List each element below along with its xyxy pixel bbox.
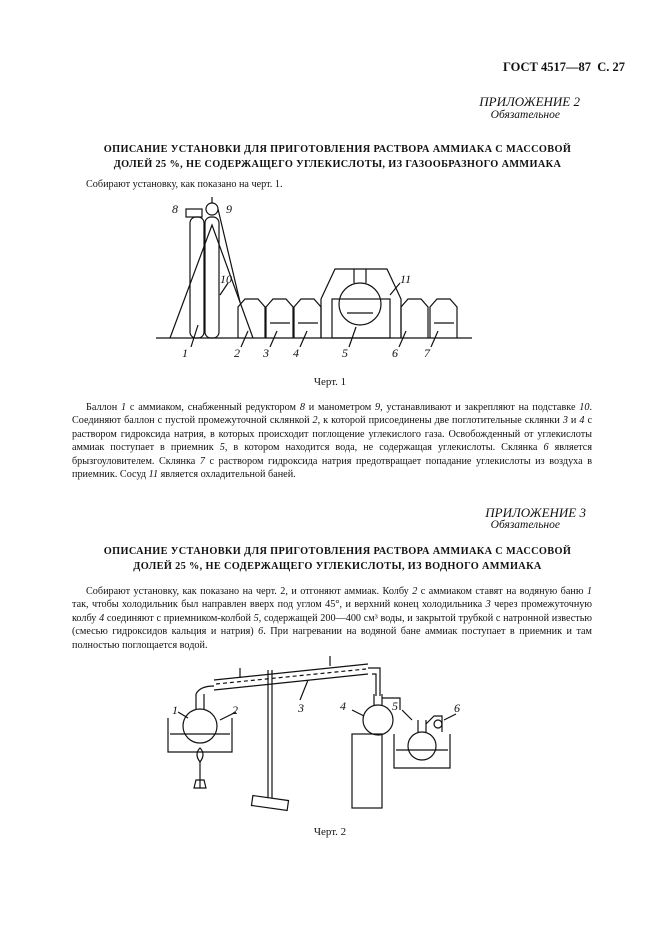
fig1-label-9: 9 bbox=[226, 202, 232, 216]
ref-number: 9 bbox=[375, 402, 381, 413]
appendix2-title: ПРИЛОЖЕНИЕ 2 bbox=[479, 94, 580, 109]
fig1-label-8: 8 bbox=[172, 202, 178, 216]
ref-number: 5 bbox=[219, 442, 225, 454]
appendix3-status: Обязательное bbox=[490, 519, 560, 531]
fig1-label-1: 1 bbox=[182, 346, 188, 360]
ref-number: 2 bbox=[412, 586, 418, 597]
page-header bbox=[440, 60, 625, 75]
appendix2-body bbox=[72, 401, 592, 481]
appendix3-title: ПРИЛОЖЕНИЕ 3 bbox=[485, 505, 586, 520]
appendix2-heading-line1: ОПИСАНИЕ УСТАНОВКИ ДЛЯ ПРИГОТОВЛЕНИЯ РАСТВОРА АММИАКА С МАССОВОЙ bbox=[103, 144, 572, 155]
ref-number: 6 bbox=[543, 442, 549, 454]
ref-number: 3 bbox=[562, 415, 568, 427]
ref-number: 10 bbox=[579, 402, 590, 413]
appendix2-heading-line2: ДОЛЕЙ 25 %, НЕ СОДЕРЖАЩЕГО УГЛЕКИСЛОТЫ, ИЗ ГАЗООБРАЗНОГО АММИАКА bbox=[113, 159, 562, 170]
fig1-label-6: 6 bbox=[392, 346, 398, 360]
fig1-label-11: 11 bbox=[400, 272, 412, 286]
ref-number: 1 bbox=[120, 402, 127, 413]
ref-number: 1 bbox=[586, 586, 592, 597]
appendix2-body-text: Баллон 1 с аммиаком, снабженный редуктором 8 и манометром 9, устанавливают и закрепляют на подставке 10. Соединяют баллон с пустой промежуточной склянкой 2, к которой присоединены две поглотительные склянки 3 и 4 с раствором гидроксида натрия, в которых происходит поглощение углекислого газа. Освобожденный от углекислоты аммиак поступает в приемник 5, в котором находится вода, не содержащая углекислоты. Склянка 6 является брызгоуловителем. Склянка 7 с раствором гидроксида натрия предотвращает попадание углекислоты из воздуха в приемник. Сосуд 11 является охладительной баней. bbox=[72, 402, 593, 481]
appendix2-intro bbox=[72, 178, 592, 191]
appendix3-heading bbox=[60, 544, 615, 574]
fig2-label-6: 6 bbox=[454, 701, 460, 715]
fig2-label-1: 1 bbox=[172, 703, 178, 717]
ref-number: 3 bbox=[485, 599, 491, 611]
standard-number: ГОСТ 4517—87 bbox=[502, 60, 591, 74]
appendix2-intro-text: Собирают установку, как показано на черт. 1. bbox=[86, 179, 283, 190]
page-number: С. 27 bbox=[597, 60, 625, 74]
ref-number: 4 bbox=[99, 612, 105, 624]
appendix3-body-text: Собирают установку, как показано на черт. 2, и отгоняют аммиак. Колбу 2 с аммиаком ставят на водяную баню 1 так, чтобы холодильник был направлен вверх под углом 45°, и верхний конец холодильника 3 через промежуточную колбу 4 соединяют с приемником-колбой 5, содержащей 200—400 см³ воды, и закрытой трубкой с натронной известью (смесью гидроксидов кальция и натрия) 6. При нагревании на водяной бане аммиак поступает в приемник и там полностью поглощается водой. bbox=[72, 586, 592, 651]
ref-number: 5 bbox=[253, 612, 259, 624]
fig1-label-10: 10 bbox=[220, 272, 232, 286]
fig1-label-3: 3 bbox=[263, 346, 269, 360]
fig2-label-3: 3 bbox=[298, 701, 304, 715]
fig1-label-2: 2 bbox=[234, 346, 240, 360]
fig1-label-7: 7 bbox=[424, 346, 430, 360]
ref-number: 8 bbox=[299, 402, 305, 413]
ref-number: 4 bbox=[579, 415, 585, 427]
fig2-label-5: 5 bbox=[392, 699, 398, 713]
figure-1 bbox=[150, 195, 480, 365]
appendix3-body bbox=[72, 585, 592, 652]
appendix3-heading-line1: ОПИСАНИЕ УСТАНОВКИ ДЛЯ ПРИГОТОВЛЕНИЯ РАСТВОРА АММИАКА С МАССОВОЙ bbox=[103, 546, 572, 557]
ref-number: 11 bbox=[148, 469, 159, 481]
appendix3-heading-line2: ДОЛЕЙ 25 %, НЕ СОДЕРЖАЩЕГО УГЛЕКИСЛОТЫ, ИЗ ВОДНОГО АММИАКА bbox=[133, 561, 542, 572]
fig2-label-4: 4 bbox=[340, 699, 346, 713]
appendix2-heading bbox=[60, 142, 615, 172]
fig2-label-2: 2 bbox=[232, 703, 238, 717]
fig1-label-5: 5 bbox=[342, 346, 348, 360]
fig1-label-4: 4 bbox=[293, 346, 299, 360]
ref-number: 2 bbox=[312, 415, 318, 427]
figure-1-caption: Черт. 1 bbox=[313, 376, 347, 388]
figure-2 bbox=[160, 650, 480, 820]
figure-2-caption: Черт. 2 bbox=[313, 826, 347, 838]
ref-number: 7 bbox=[199, 455, 205, 467]
ref-number: 6 bbox=[258, 626, 264, 638]
appendix2-status: Обязательное bbox=[490, 109, 560, 121]
